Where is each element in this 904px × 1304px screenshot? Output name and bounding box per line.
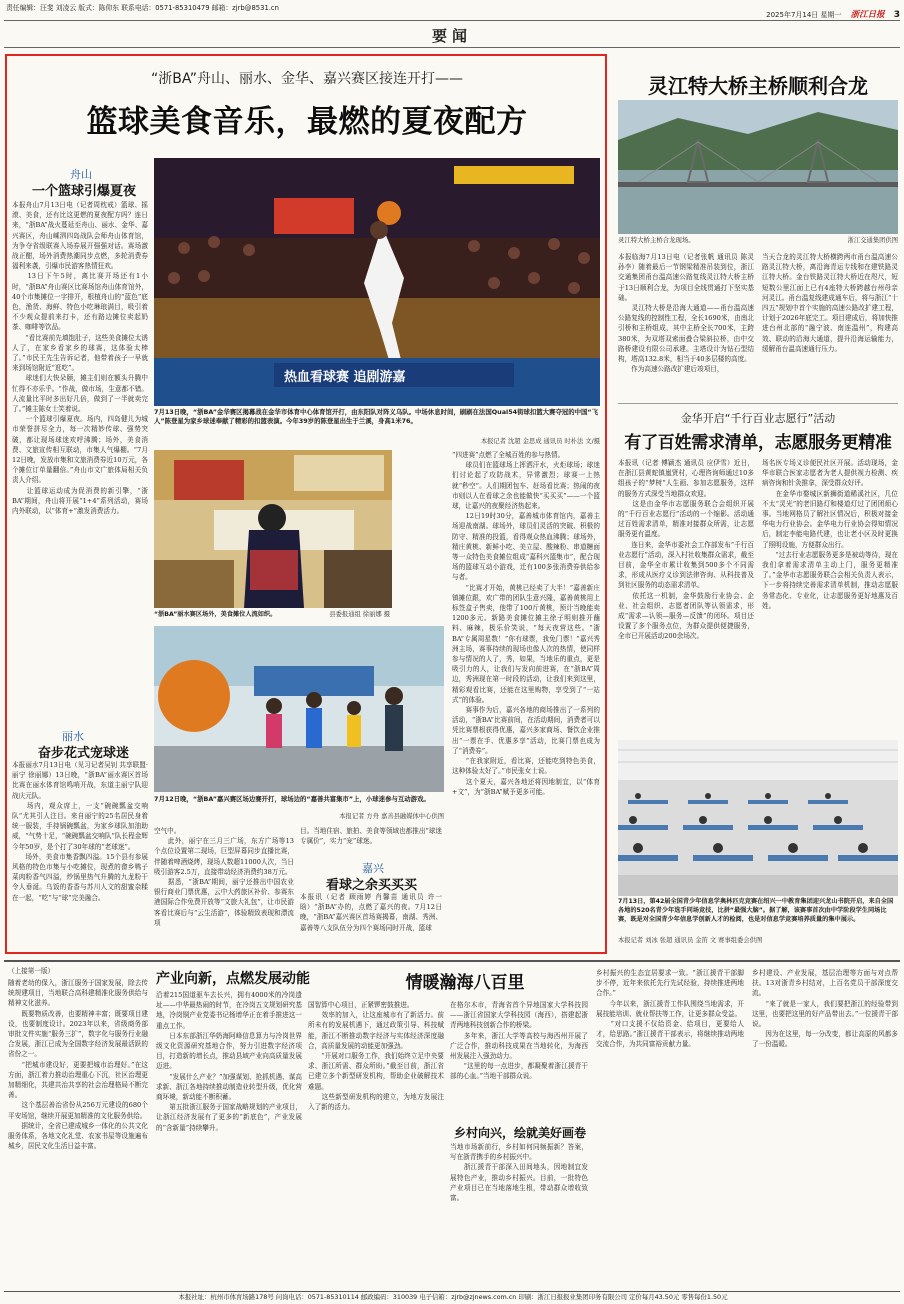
bottom-col4b-head: 乡村向兴，绘就美好画卷 (453, 1126, 586, 1140)
photo-dunk (154, 158, 600, 406)
photo-jiaxing-caption: 7月12日晚，“浙BA”嘉兴赛区场边赛开打，球场边的“嘉善共富集市”上，小球迷参与互动游戏。 (154, 795, 430, 803)
issue-date: 2025年7月14日 星期一 (766, 11, 842, 19)
photo-olympiad-caption: 7月13日，第42届全国青少年信息学奥林匹克竞赛在绍兴一中教育集团迎兴龙山书院开启，来自全国各地的520名青少年选手同场竞技，比拼“最强大脑”。据了解，该赛事首次由中学阶段学生同场比赛，既是对全国青少年信息学创新人才的检阅，也是对信息学竞赛培养质量的集中展示。 (618, 898, 894, 923)
paper-logo: 浙江日报 (850, 10, 885, 20)
photo-olympiad-credit: 本报记者 刘冰 张超 通讯员 金笛 文 赛事组委会供图 (618, 937, 763, 944)
lishui-article-cont: 空气中。 此外，丽宁在三月三广场，东方广场等13个点位设置第二现场，巨型屏幕同步直播比赛，伴随着啤酒烧烤，现场人数超11000人次，当日吸引游客2.5万，直接带动经济消费约38万元。 据悉，“浙BA”期间，丽宁还推出中国农业银行商业门票优惠，云中大药旅区补价、参赛东港国际合作免费开放等“文旅大礼包”，让市民游客看比赛后与“云生活游”，体验精致表现和漂流项 (154, 827, 294, 927)
bridge-article-b: 当天合龙的灵江特大桥横跨两市甬台温高速公路灵江特大桥，离沿海青运专线和在建铁路灵江特大桥。金台铁路灵江特大桥近在咫尺，短短数公里江面上已有4座特大桥跨越台州母亲河灵江。甬台温复线建成通车后，将与浙江“十四五”规划中首个实施的高速公路改扩建工程，计划于2026年底完工。项目建成后，将加快推进台州北部的“融宁波、南连温州”，构建高效、联动的沿海大通道，提升沿海运输能力，缓解甬台温高速通行压力。 (762, 253, 898, 353)
lead-kicker: “浙BA”舟山、丽水、金华、嘉兴赛区接连开打—— (151, 71, 463, 87)
lead-article-cont: 目。当地住宿、旅拍、美食等领域也都推出“球迷专属价”，实力“宠”球迷。 (300, 827, 442, 846)
bridge-article-a: 本报临海7月13日电（记者张帆 通讯员 陈灵 孙李）随着最后一节钢梁精准吊装到位，浙江交通集团甬台温高速公路复线灵江特大桥主桥于13日顺利合龙，为项目全线贯通打下坚实基础。 灵江特大桥是沿海大通道——甬台温高速公路复线的控制性工程，全长1690米，由南北引桥和主桥组成，其中主桥全长700米，主跨380米，为双塔双索面叠合梁斜拉桥，由中交路桥建设有限公司承建。主塔设计为钻石型结构，塔高132.8米，相当于40多层楼的高度。 作为高速公路改扩建后竣项目， (618, 253, 754, 374)
jiaxing-article-right: “四进赛”点燃了全城百姓的参与热情。 球员们在篮球场上挥洒汗水，火炬球场；球迷们讨论起了攻防战术，异常激烈；球赛一上热就“秒空”。人们期团包车、赶场看比赛；热闹的夜市则以人在看球之余也能做快“买买买”——一个篮球，让嘉兴的夜聚经济热起来。 12日19时30分，嘉善城市体育馆内，嘉善主场迎战南湖。球场外，球员们灵活的突破、积极的防守、精准的投篮，看得观众热血沸腾；球场外，精庄黄桃、新鲜小吃、美立屋、酸辣粉、串道糖面等一众特色美食摊位组成“嘉科兴篮集市”，配合现场的篮球互动小游戏，迁有100多张消费券供给参与者。 “比赛才开始，黄桃已经卖了大半！”嘉善新庄镇摊位跟，欢广带的团队生意兴隆，嘉善黄桃用上标签盒子售卖，他带了100斤黄桃，预计当晚能卖1200多元。新路美食摊位摊主徐子明则推开蘸料、麻辣，极乐价笑说，“每天夜营这些。“浙BA”专属周星数！”你有球票，我免门票！”嘉兴秀洲主场，赛事持续的现场也像人次的热情，使同样参与情况的人了，秀，如果，当地乐的重点，更是吸引力的人，让我们与发向前进赛，在“浙BA”周边，秀洲现在第一时段的活动，让我们来到这里，精彩观看比赛，还能在这里购物，享受到了“一站式”的体验。 赛事作为后，嘉兴各地的商场推出了一系列的活动，“浙BA”比赛前间，在活动期间，消费者可以凭比赛票根获得优惠，嘉兴多家商场、餐饮企业推出“一票在手、优惠多享”活动，比赛门票也成为了“消费券”。 “在我家附近，看比赛，还能吃到特色美食，这种体验太好了。”市民张女士说。 这个夏天，嘉兴各地还将因地制宜，以“体育+文”，为“浙BA”赋予更多可能。 (452, 451, 600, 796)
bottom-col3: 国智算中心项目，正紧锣密鼓推进。 效率的加入，让这座城市有了新活力。前所未有的发展机遇下，通过政策引导、科技赋能，浙江不断推动数字经济与实体经济深度融合，高质量发展的动能更加强劲。 “开展对口服务工作，我们始终立足中央要求、浙江所需、群众所盼。”截至目前，浙江省已建立多个新型研发机构，帮助企业破解技术难题。 这些新型研发机构的建立，为地方发展注入了新的活力。 (308, 1001, 444, 1112)
photo-jiaxing-credit: 本报记者 方舟 嘉善县融媒体中心供图 (339, 813, 444, 820)
bottom-col2-head: 产业向新，点燃发展动能 (156, 971, 310, 987)
zhoushan-place: 舟山 (70, 168, 92, 181)
bottom-col5: 乡村振兴的生态宜居要求一致。“浙江援青干部脚步不停，近年来依托先行先试经验，持续推进两地合作。” 今年以来，浙江援青工作队围绕当地需求，开展技能培训、就业帮扶等工作，让更多群众受益。 “对口支援不仅给资金、给项目，更要给人才，给思路。”浙江援青干部表示，将继续推动两地交流合作，为共同富裕贡献力量。 (596, 969, 744, 1049)
zhoushan-subhead: 一个篮球引爆夏夜 (32, 184, 137, 199)
bottom-col6: 乡村建设、产业发展，基层治理等方面与对点帮扶。13对浙青乡村结对，上百名党员干部深度交流。 “来了就是一家人，我们要把浙江的经验带到这里，也要把这里的好产品带出去。”一位援青干部说。 因为在这里，每一分改变，都让高原的风都多了一份温暖。 (752, 969, 898, 1049)
bottom-col4a: 在格尔木市，青海省首个异地国家大学科技园——浙江省国家大学科技园（海西），搭建起浙青两地科技创新合作的桥梁。 多年来，浙江大学等高校与海西州开展了广泛合作，推动科技成果在当地转化，为海西州发展注入强劲动力。 “这里的每一点进步，都凝聚着浙江援青干部的心血。”当地干部群众说。 (450, 1001, 588, 1081)
section-title: 要闻 (431, 27, 472, 45)
jiaxing-place: 嘉兴 (362, 862, 384, 875)
bottom-col1-head: （上接第一版） (8, 967, 55, 975)
footer-info: 本报社址：杭州市体育场路178号 问询电话：0571-85310114 邮政编码：310039 电子信箱：zjrb@zjnews.com.cn 印刷：浙江日报报业集团印务有限公司 定价每月43.50元 零售每份1.50元 (178, 1293, 728, 1301)
section-bar (4, 20, 900, 48)
photo-bridge-caption: 灵江特大桥主桥合龙现场。 (618, 236, 695, 244)
divider-right-1 (618, 403, 898, 404)
zhoushan-article: 本报舟山7月13日电（记者周枕戒）篮球、摇滚、美食，还有比这更燃的夏夜配方吗？连日来，“浙BA”战火蔓延至舟山、丽水、金华、嘉兴赛区，舟山嵊泗四岛战队会师舟山体育馆，为争夺省级联赛入场券展开强强对话。赛场激战正酣，场外消费热潮同步点燃，多轮消费券福利来袭，引爆市民游客热情狂欢。 13日下午5时，离比赛开场还有1小时，“浙BA”舟山赛区比赛场馆舟山体育馆外，40个市集摊位一字排开，根植舟山的“蓝色”底色，渔货、海鲜、特色小吃琳琅满目，吸引着不少观众提前来打卡，还有路边摊位卖起奶茶、咖啡等饮品。 “看比赛前先填饱肚子，这些美食摊位太诱人了，在家乡看家乡的球赛，这体验太棒了。”市民王先生告诉记者，他带着孩子一早就来到场馆附近“逛吃”。 球迷们大快朵颐，摊主们则在额头升腾中忙得不亦乐乎。“作战，做市场，生意都不错。人流量比平时多出好几倍，做到了一半就卖完了。”摊主陈女士笑着说。 一个篮球引爆夏夜。场内，四岛健儿为城市荣誉拼尽全力，每一次精妙传球、强势突破，都让现场球迷欢呼沸腾；场外，美食消费、文旅宣传相互联动，市集人气爆棚。“7月12日晚，发放市集和文旅消费券近10万元，各个摊位订单量翻倍。”舟山市文广旅体局相关负责人介绍。 让篮球运动成为促消费的新引擎，“浙BA”期间，舟山将开展“1+4”系列活动，赛场内外联动，以“体育+”激发消费活力。 (12, 201, 148, 516)
photo-dunk-caption: 7月13日晚，“浙BA”金华赛区揭幕战在金华市体育中心体育馆开打，由东阳队对阵义乌队。中场休息时间，刷刷在法国Quai54街球扣篮大赛夺冠的中国“飞人”陈登星为家乡球迷奉献了精彩的扣篮表演。今年39岁的陈登星出生于兰溪，身高1米76。 (154, 408, 598, 425)
bottom-col1: 随着老幼的保入，浙江服务于国家发展，除去传统规建项目，当地联合高科建精准化服务供给与精神文化滋养。 既要物质改善，也要精神丰富；既要项目建设，也要制度设计。2023年以来，省级商务部审批文件实施“服务三扩”，数字化与服务行业融合发展，浙江已成为全国数字经济发展最活跃的省份之一。 “把城市建设好，更要把城市治理好。”在这方面，浙江着力推动治理重心下沉，社区治理更加精细化，共建共治共享的社会治理格局不断完善。 这个基层善治省份从256万元建设的680个平安场馆，继续开展更加精准的文化服务供给。 据统计，全省已建成城乡一体化的公共文化服务体系，各地文化礼堂、农家书屋等设施遍布城乡，居民文化生活日益丰富。 (8, 979, 148, 1151)
jiaxing-article: 本报讯（记者 顾雨婷 肖馨苗 通讯员 许一晗）“浙BA”办的，点燃了嘉兴的夜。7月12日晚，“浙BA”嘉兴赛区首场赛揭幕，南湖、秀洲、嘉善等八支队伍分为四个赛场同时开战，篮球 (300, 893, 442, 932)
lishui-place: 丽水 (62, 730, 84, 743)
lishui-subhead: 奋步花式宠球迷 (38, 746, 130, 761)
photo-lishui-credit: 县委报通组 徐丽娜 摄 (329, 611, 390, 618)
volunteer-article-a: 本报讯（记者 傅颖杰 通讯员 应伊雪）近日，在浙江县黄蛇镇嵐贤村，心理咨询师通过10多组孩子的“梦树”人生画、参加志愿服务，这样的服务方式深受当地群众欢迎。 这是由金华市志愿服务联合会组织开展的“千行百业志愿行”活动的一个缩影。活动通过百姓需求清单，精准对接群众所需，让志愿服务更有温度。 连日来，金华市委社会工作部发布“千行百业志愿行”活动，深入村社收集群众需求，截至目前，金华全市累计收集到500多个不同需求，形成从医疗义诊到法律咨询、从科技普及到社区服务的动态需求清单。 依托这一机制，金华鼓励行业协会、企业、社会组织、志愿者团队等认领需求，形成“需求—认领—服务—反馈”的闭环。项目还设置了多个服务点位，为群众提供便捷服务，全市已开展活动200余场次。 (618, 459, 754, 641)
bottom-col4b: 当地市场新前行，乡村如何同频振新？答案，写在浙青携手的乡村振兴中。 浙江援青干部深入田间地头，因地制宜发展特色产业，推动乡村振兴。目前，一批特色产业项目已在当地落地生根，带动群众增收致富。 (450, 1143, 588, 1203)
photo-lishui-caption: “浙BA”丽水赛区场外，美食摊位人流如织。 (154, 611, 277, 618)
masthead-info: 责任编辑：汪斐 刘凌云 版式：陈仰东 联系电话：0571-85310479 邮箱：zjrb@8531.cn (6, 4, 279, 12)
bridge-headline: 灵江特大桥主桥顺利合龙 (648, 74, 868, 98)
photo-olympiad (618, 740, 898, 896)
photo-bridge-credit: 浙江交通集团供图 (847, 237, 898, 244)
bottom-col4-head: 情暖瀚海八百里 (405, 973, 525, 993)
lead-headline: 篮球美食音乐，最燃的夏夜配方 (86, 104, 528, 140)
jiaxing-subhead: 看球之余买买买 (326, 878, 418, 893)
divider-footer (4, 1291, 900, 1292)
lishui-article: 本报丽水7月13日电（见习记者吴钊 共享联盟·丽宁 徐丽娜）13日晚，“浙BA”丽水赛区首场比赛在丽水体育馆鸣哨开战，东道主丽宁队迎战庆元队。 场内，观众席上，一支“碗碗瓢盆交响队”尤其引人注目。来自丽宁的25名居民身着统一服装，手持锅碗瓢盆，为家乡球队加油助威，“气势十足，“碗碗瓢盆交响队”队长程金辉今年50岁，是个打了30年球的“老球迷”。 场外，美食市集香飘四溢。15个县有参展风格的特色市集与小吃摊位，现煮的畲乡鸭子菜肉粉香气四溢，炒锅里热气升腾的九龙粉干令人垂涎。乌饭的香香与苏川人文的甜蜜杂糅在一起，“吃”与“球”完美融合。 (12, 761, 148, 902)
photo-jiaxing-kids (154, 626, 444, 792)
photo-bridge (618, 100, 898, 234)
masthead-right (700, 2, 900, 20)
photo-banner-text: 热血看球赛 追剧游嘉 (284, 370, 406, 385)
bottom-col2: 沿着215国道驱车去长兴，拥有4000米的冷岗遗址——中华最热闹的时节，在冷岗五文规划研究基地，冷岗铜产业党委书记杨增华正在着手推进这一重点工作。 日本东部浙江华奶海阿峰信息算力与冷岗世界级文化资源研究基地合作，努力引进数字经济项目，打造新的增长点，推动县域产业向高质量发展迈进。 “发展什么产业？”加强谋划、抢抓机遇、谋高求新、浙江各地持续推动制造业转型升级，优化营商环境，新动能不断积蓄。 第五批浙江服务于国家战略规划的产业项目，让浙江经济发展有了更多的“新底色”，产业发展的“含新量”持续攀升。 (156, 991, 302, 1132)
volunteer-article-b: 场名医专场义诊便民社区开展。活动现场，金华市联合医家志愿者为老人提供视力检测、疾病咨询和针灸推拿，深受群众好评。 在金华市婺城区新狮街道稀溪社区，几位不太“灵光”的老旧路灯和楼道灯过了团团烦心事。当地网格员了解社区情况后，积极对接金华电力行业协会。金华电力行业协会得知情况后，制定李能电路代建，也让老小区及时更换了照明设施，方便群众出行。 “过去行业志愿服务更多是被动等待，现在我们拿着需求清单主动上门，服务更精准了。”金华市志愿服务联合会相关负责人表示，下一步将持续完善需求清单机制，推动志愿服务常态化、专业化，让志愿服务更好地惠及百姓。 (762, 459, 898, 610)
divider-bottom (4, 960, 900, 962)
photo-dunk-credit: 本报记者 沈超 金思成 通讯员 时朴法 文/摄 (480, 438, 600, 445)
volunteer-kicker: 金华开启“千行百业志愿行”活动 (680, 412, 836, 425)
page-number: 3 (893, 10, 900, 20)
volunteer-headline: 有了百姓需求清单，志愿服务更精准 (624, 433, 892, 453)
photo-lishui-market (154, 450, 392, 608)
